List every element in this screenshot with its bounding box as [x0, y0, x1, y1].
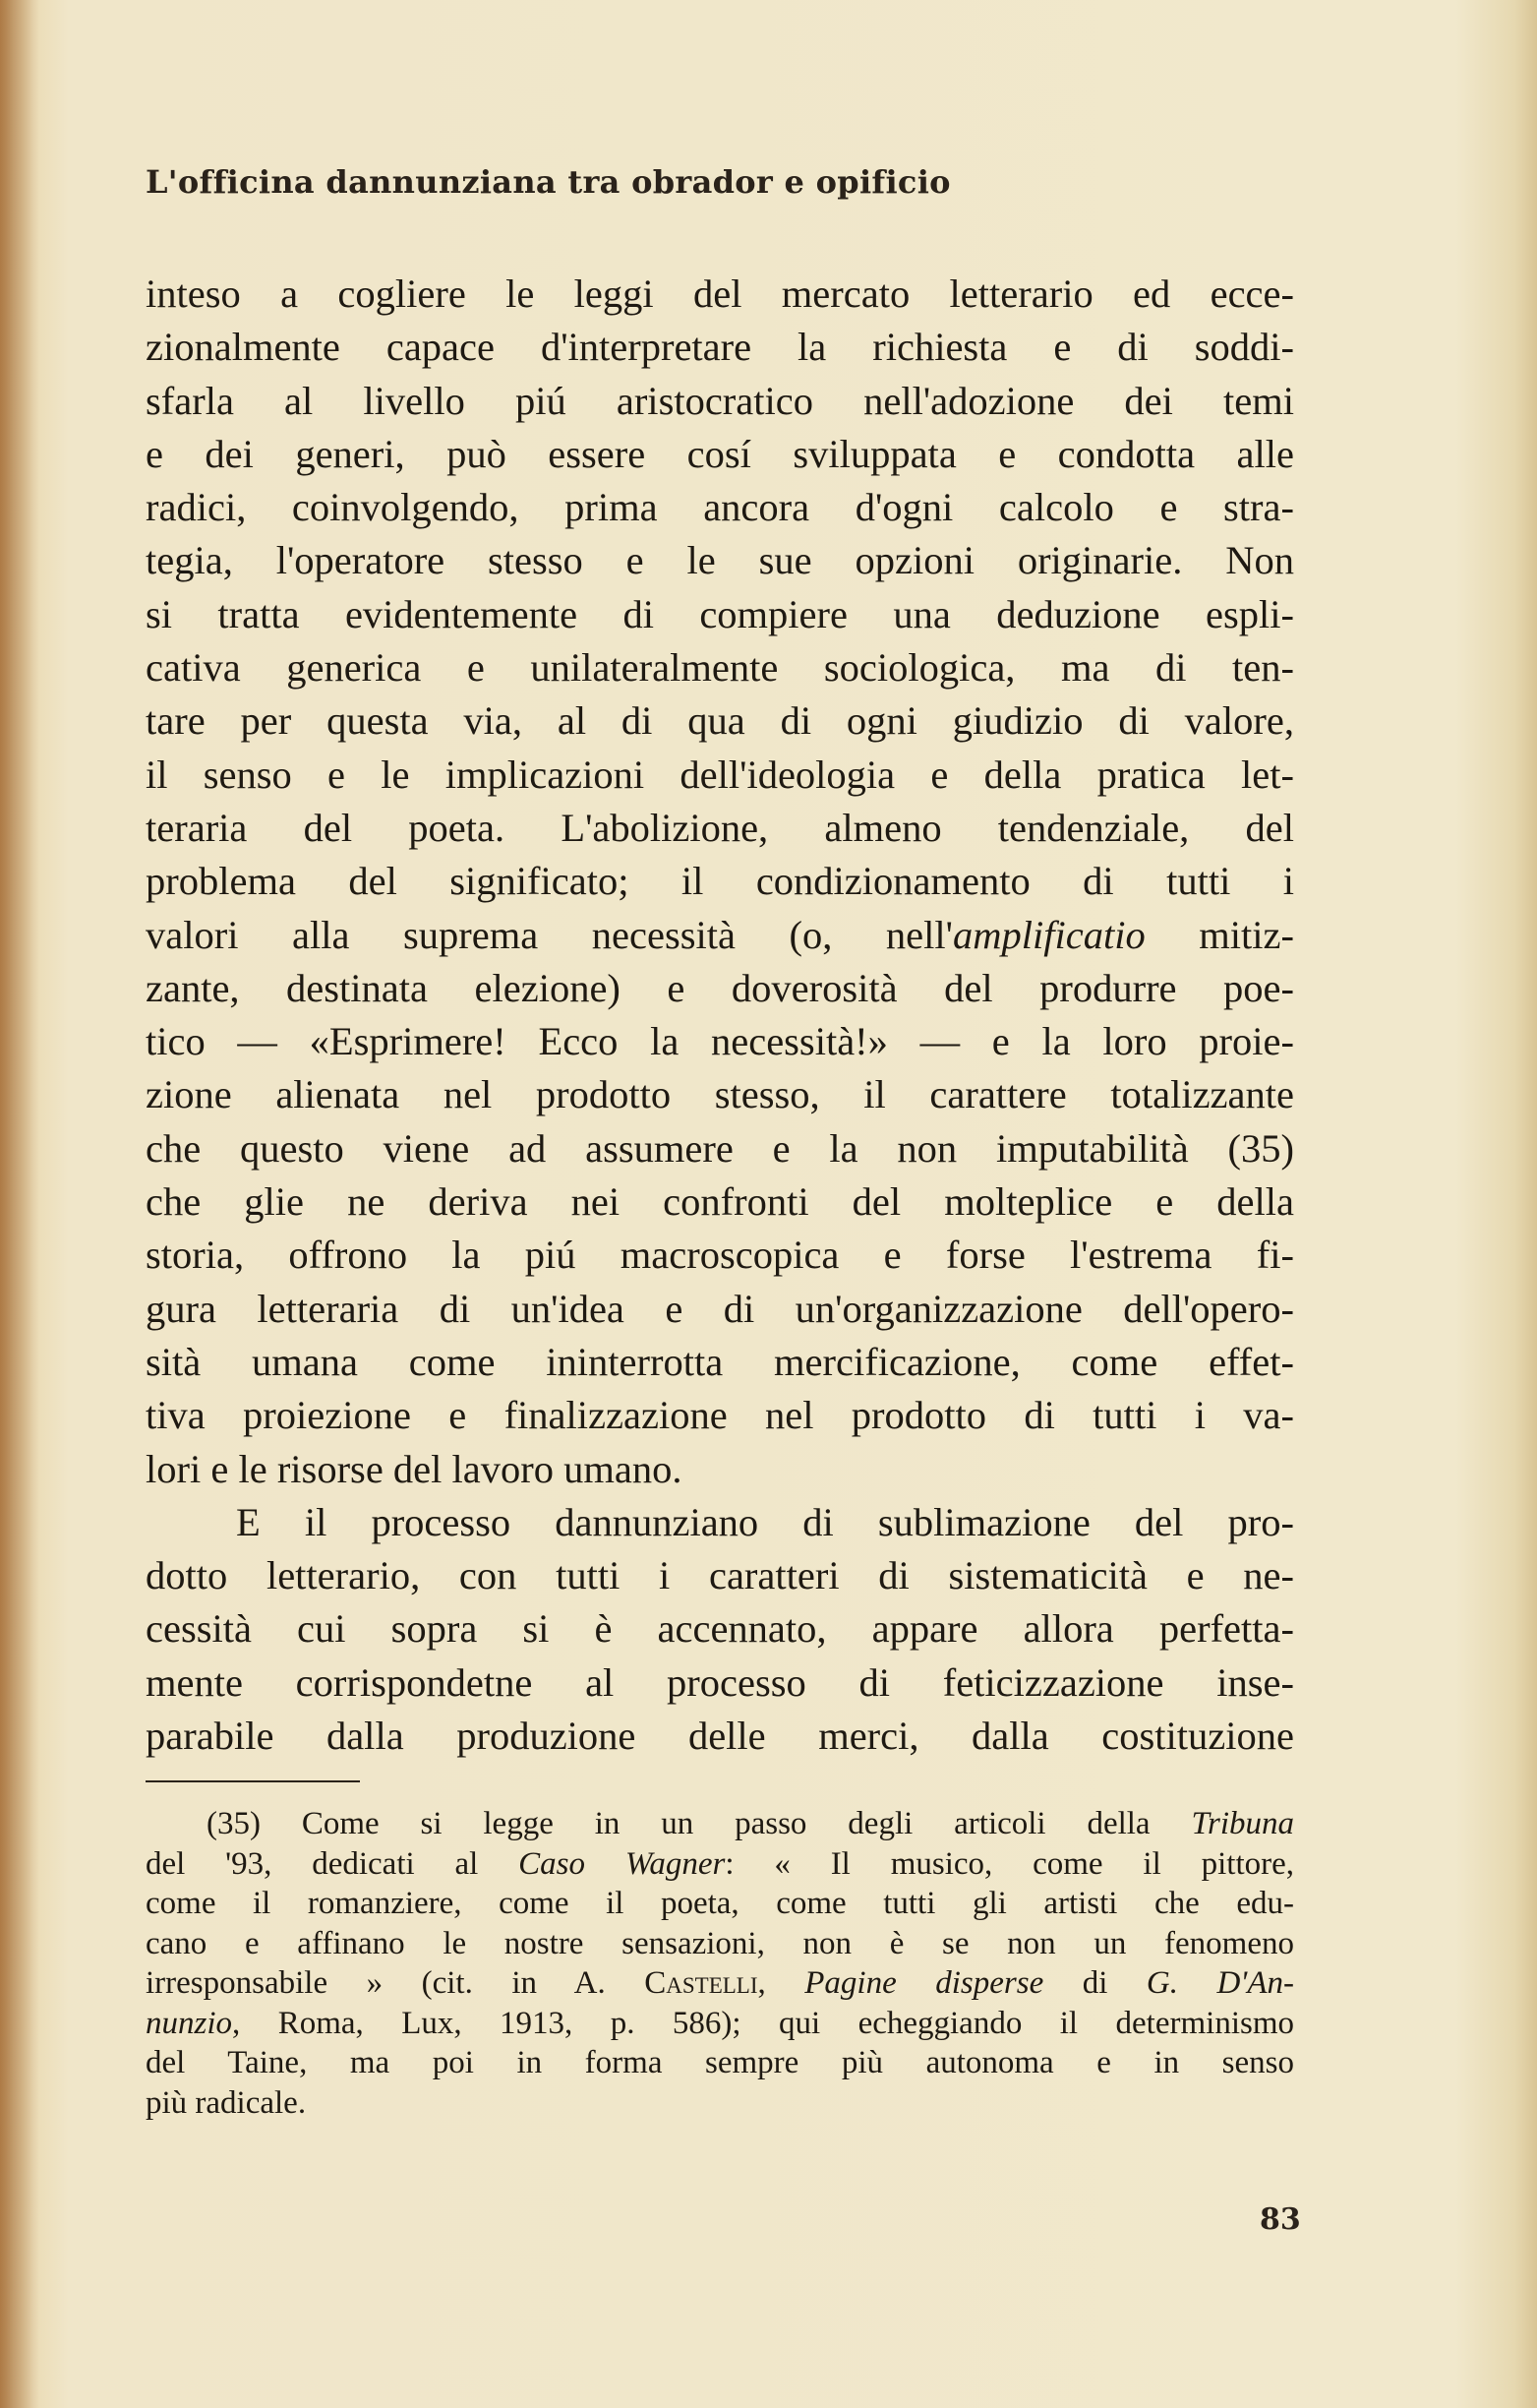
text-segment: di — [1043, 1965, 1147, 2001]
footnote-line: cano e affinano le nostre sensazioni, non è se non un fenomeno — [146, 1925, 1294, 1961]
text-line: cessità cui sopra si è accennato, appare allora perfetta- — [146, 1606, 1294, 1652]
page-number: 83 — [1260, 2202, 1301, 2237]
footnote-line: del Taine, ma poi in forma sempre più autonoma e in senso — [146, 2045, 1294, 2080]
footnote-line: come il romanziere, come il poeta, come tutti gli artisti che edu- — [146, 1886, 1294, 1921]
text-line: mente corrispondetne al processo di feticizzazione inse- — [146, 1659, 1294, 1705]
italic-title: G. D'An- — [1146, 1965, 1295, 2001]
text-segment: mitiz- — [1145, 912, 1294, 957]
paragraph-first-line: E il processo dannunziano di sublimazione del pro- — [236, 1499, 1294, 1544]
text-line: zante, destinata elezione) e doverosità del produrre poe- — [146, 965, 1294, 1010]
footnote-rule — [146, 1780, 360, 1782]
text-line: storia, offrono la piú macroscopica e forse l'estrema fi- — [146, 1233, 1294, 1278]
text-line: si tratta evidentemente di compiere una deduzione espli- — [146, 591, 1294, 636]
text-segment: , — [757, 1965, 805, 2001]
italic-title: Pagine disperse — [804, 1965, 1044, 2001]
text-line: tare per questa via, al di qua di ogni giudizio di valore, — [146, 698, 1294, 744]
text-line: teraria del poeta. L'abolizione, almeno tendenziale, del — [146, 805, 1294, 850]
text-segment: del '93, dedicati al — [146, 1845, 519, 1882]
paragraph-last-line: lori e le risorse del lavoro umano. — [146, 1446, 682, 1491]
italic-term: amplificatio — [952, 912, 1146, 957]
italic-title: Tribuna — [1191, 1806, 1294, 1841]
text-line: zionalmente capace d'interpretare la richiesta e di soddi- — [146, 325, 1294, 370]
text-line: e dei generi, può essere cosí sviluppata e condotta alle — [146, 431, 1294, 476]
footnote-line — [146, 1963, 1294, 2004]
text-line: il senso e le implicazioni dell'ideologia e della pratica let- — [146, 752, 1294, 797]
footnote-line: più radicale. — [146, 2084, 307, 2121]
main-text — [146, 268, 1294, 1763]
footnote-line — [146, 1804, 1294, 1844]
text-line: parabile dalla produzione delle merci, dalla costituzione — [146, 1714, 1294, 1759]
footnote-line — [146, 1844, 1294, 1885]
text-line: sità umana come ininterrotta mercificazione, come effet- — [146, 1339, 1294, 1384]
text-line: tico — «Esprimere! Ecco la necessità!» — e la loro proie- — [146, 1019, 1294, 1064]
binding-shadow — [0, 0, 39, 2408]
italic-title: Caso Wagner — [518, 1845, 726, 1882]
text-segment: irresponsabile » (cit. in A. — [146, 1965, 645, 2001]
text-line: inteso a cogliere le leggi del mercato letterario ed ecce- — [146, 271, 1294, 316]
text-segment: , Roma, Lux, 1913, p. 586); qui echeggiando il determinismo — [232, 2005, 1294, 2041]
text-segment: (35) Come si legge in un passo degli articoli della — [207, 1806, 1192, 1841]
text-line: problema del significato; il condizionamento di tutti i — [146, 859, 1294, 904]
text-line: tegia, l'operatore stesso e le sue opzioni originarie. Non — [146, 538, 1294, 583]
running-head: L'officina dannunziana tra obrador e opificio — [146, 163, 951, 201]
text-line: gura letteraria di un'idea e di un'organizzazione dell'opero- — [146, 1286, 1294, 1331]
text-line: cativa generica e unilateralmente sociologica, ma di ten- — [146, 645, 1294, 691]
author-name: Castelli — [644, 1965, 758, 2001]
text-segment: : « Il musico, come il pittore, — [725, 1845, 1295, 1882]
text-line: dotto letterario, con tutti i caratteri di sistematicità e ne- — [146, 1553, 1294, 1598]
text-line: che glie ne deriva nei confronti del molteplice e della — [146, 1179, 1294, 1225]
italic-title: nunzio — [146, 2005, 233, 2041]
text-segment: valori alla suprema necessità (o, nell' — [146, 912, 953, 957]
text-line: zione alienata nel prodotto stesso, il carattere totalizzante — [146, 1072, 1294, 1117]
footnote-line — [146, 2004, 1294, 2044]
text-line — [146, 909, 1294, 962]
text-line: sfarla al livello piú aristocratico nell'adozione dei temi — [146, 378, 1294, 423]
text-line: tiva proiezione e finalizzazione nel prodotto di tutti i va- — [146, 1393, 1294, 1438]
text-line: radici, coinvolgendo, prima ancora d'ogni calcolo e stra- — [146, 485, 1294, 530]
text-line: che questo viene ad assumere e la non imputabilità (35) — [146, 1125, 1294, 1171]
footnote — [146, 1804, 1294, 2123]
